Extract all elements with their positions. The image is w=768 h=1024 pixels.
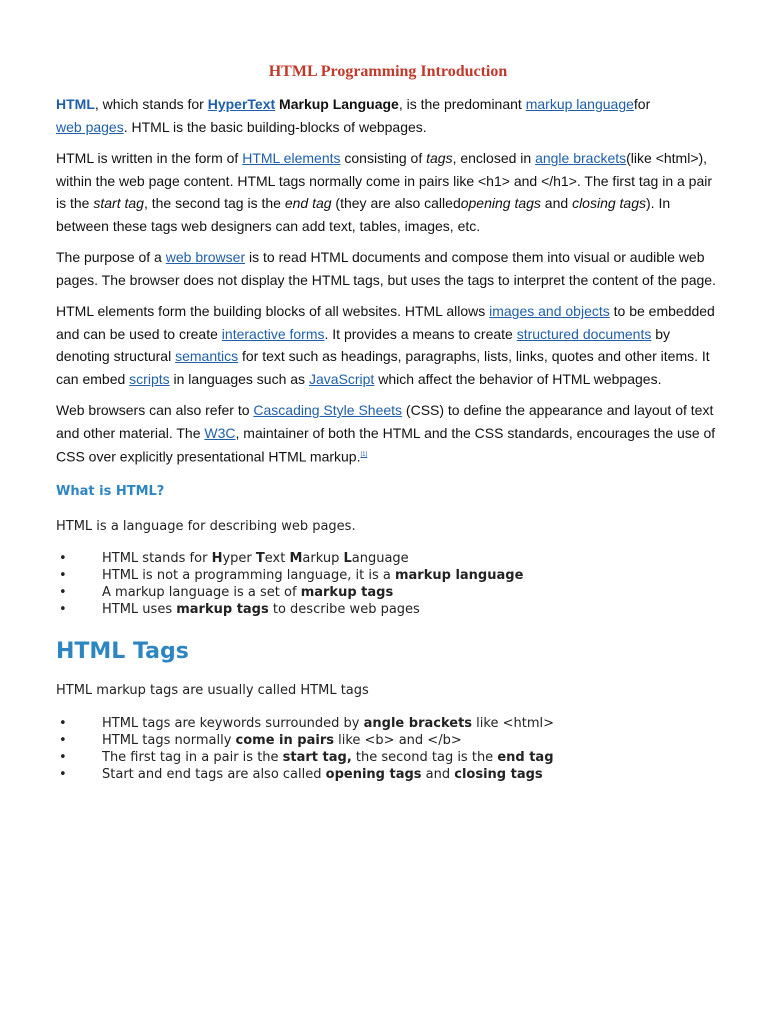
html-tags-section (56, 637, 720, 783)
w3c-link[interactable]: W3C (204, 424, 236, 441)
paragraph-browser: The purpose of a web browser is to read HTML documents and compose them into visual or audible web pages. The browser does not display the HTML tags, but uses the tags to interpret the content of the page. (56, 249, 716, 288)
citation-link[interactable]: [1] (360, 452, 368, 458)
structured-documents-link[interactable]: structured documents (516, 325, 652, 342)
page-title: HTML Programming Introduction (268, 63, 508, 80)
javascript-link[interactable]: JavaScript (308, 370, 375, 387)
list-item: • The first tag in a pair is the start tag, the second tag is the end tag (56, 749, 720, 766)
list-item: • A markup language is a set of markup tags (56, 584, 720, 601)
paragraph-elements: HTML is written in the form of HTML elements consisting of tags, enclosed in angle brackets(like <html>), within the web page content. HTML tags normally come in pairs like <h1> and </h1>. The first tag in a pair is the start tag, the second tag is the end tag (they are also calledopening tags and closing tags). In between these tags web designers can add text, tables, images, etc. (56, 150, 713, 234)
css-link[interactable]: Cascading Style Sheets (253, 402, 403, 418)
web-browser-link[interactable]: web browser (165, 249, 246, 265)
what-is-html-section (56, 482, 720, 618)
what-is-html-list (56, 550, 720, 618)
what-is-html-heading: What is HTML? (56, 484, 165, 500)
html-tags-heading: HTML Tags (56, 639, 189, 665)
web-pages-link[interactable]: web pages (56, 118, 124, 135)
list-item: • HTML uses markup tags to describe web pages (56, 601, 720, 618)
html-elements-link[interactable]: HTML elements (242, 150, 341, 166)
images-objects-link[interactable]: images and objects (489, 303, 610, 319)
document-page (56, 0, 720, 783)
list-item: • HTML tags normally come in pairs like <b> and </b> (56, 732, 720, 749)
scripts-link[interactable]: scripts (129, 370, 170, 387)
html-term: HTML (56, 96, 95, 112)
interactive-forms-link[interactable]: interactive forms (221, 325, 325, 342)
list-item: • HTML stands for Hyper Text Markup Language (56, 550, 720, 567)
list-item: • HTML tags are keywords surrounded by angle brackets like <html> (56, 715, 720, 732)
html-tags-list (56, 715, 720, 783)
markup-language-link[interactable]: markup language (525, 96, 634, 112)
what-is-html-intro: HTML is a language for describing web pages. (56, 519, 356, 535)
paragraph-intro: HTML, which stands for HyperText Markup Language, is the predominant markup languagefor web pages. HTML is the basic building-blocks of webpages. (56, 96, 651, 135)
list-item: • HTML is not a programming language, it is a markup language (56, 567, 720, 584)
list-item: • Start and end tags are also called opening tags and closing tags (56, 766, 720, 783)
html-tags-intro: HTML markup tags are usually called HTML tags (56, 683, 369, 699)
paragraph-css: Web browsers can also refer to Cascading Style Sheets (CSS) to define the appearance and layout of text and other material. The W3C, maintainer of both the HTML and the CSS standards, encourages the use of CSS over explicitly presentational HTML markup.[1] (56, 402, 716, 465)
hypertext-link[interactable]: HyperText (207, 96, 276, 112)
paragraph-building-blocks: HTML elements form the building blocks of all websites. HTML allows images and objects to be embedded and can be used to create interactive forms. It provides a means to create structured documents by denoting structural semantics for text such as headings, paragraphs, lists, links, quotes and other items. It can embed scripts in languages such as JavaScript which affect the behavior of HTML webpages. (56, 303, 715, 387)
semantics-link[interactable]: semantics (175, 348, 239, 364)
angle-brackets-link[interactable]: angle brackets (535, 150, 627, 166)
